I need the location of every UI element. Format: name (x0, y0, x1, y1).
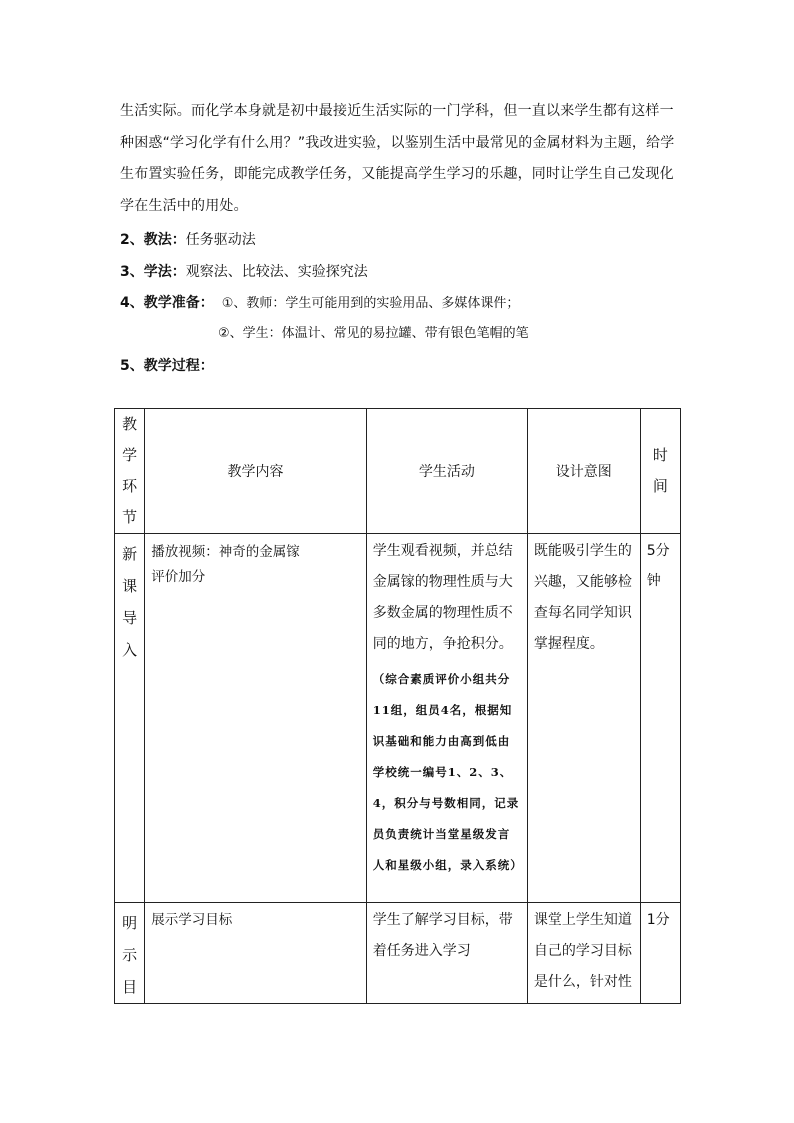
student-cell (366, 903, 527, 1004)
header-time (640, 409, 680, 534)
stage-label: 新课导入 (122, 545, 138, 659)
preparation-label: 4、教学准备： (120, 295, 214, 311)
table-header-row (115, 409, 681, 534)
preparation-line (120, 292, 519, 312)
student-text: 学生观看视频，并总结金属镓的物理性质与大多数金属的物理性质不同的地方，争抢积分。 (372, 543, 513, 652)
learning-method-value: 观察法、比较法、实验探究法 (185, 264, 368, 280)
preparation-student: ②、学生：体温计、常见的易拉罐、带有银色笔帽的笔 (218, 326, 529, 341)
header-design (527, 409, 640, 534)
design-text: 课堂上学生知道自己的学习目标是什么，针对性 (533, 912, 632, 990)
process-label: 5、教学过程： (120, 358, 214, 374)
header-student (366, 409, 527, 534)
design-text: 既能吸引学生的兴趣，又能够检查每名同学知识掌握程度。 (533, 543, 632, 652)
student-note: （综合素质评价小组共分11组，组员4名，根据知识基础和能力由高到低由学校统一编号1、2、3、4，积分与号数相同，记录员负责统计当堂星级发言人和星级小组，录入系统） (372, 672, 523, 872)
student-cell (366, 534, 527, 903)
intro-paragraph: 生活实际。而化学本身就是初中最接近生活实际的一门学科，但一直以来学生都有这样一种困惑“学习化学有什么用？”我改进实验，以鉴别生活中最常见的金属材料为主题，给学生布置实验任务，即能完成教学任务，又能提高学生学习的乐趣，同时让学生自己发现化学在生活中的用处。 (120, 103, 675, 214)
header-time-label: 时间 (652, 446, 668, 495)
header-content-label: 教学内容 (227, 464, 284, 480)
content-text: 展示学习目标 (151, 912, 233, 928)
stage-cell (115, 903, 145, 1004)
learning-method-line (120, 261, 368, 281)
stage-label: 明示目 (122, 914, 138, 996)
teaching-method-line (120, 229, 256, 249)
lesson-process-table (114, 408, 681, 1004)
teaching-method-value: 任务驱动法 (185, 232, 256, 248)
design-cell (527, 534, 640, 903)
header-content (145, 409, 367, 534)
header-design-label: 设计意图 (555, 464, 612, 480)
header-student-label: 学生活动 (418, 464, 475, 480)
table-row (115, 534, 681, 903)
time-text: 1分 (646, 912, 670, 928)
teaching-method-label: 2、教法： (120, 232, 186, 248)
content-cell (145, 903, 367, 1004)
student-text: 学生了解学习目标，带着任务进入学习 (372, 912, 513, 959)
header-stage-label: 教学环节 (122, 415, 138, 526)
header-stage (115, 409, 145, 534)
time-cell (640, 534, 680, 903)
time-cell (640, 903, 680, 1004)
preparation-teacher: ①、教师：学生可能用到的实验用品、多媒体课件； (221, 296, 520, 311)
content-cell (145, 534, 367, 903)
table-row (115, 903, 681, 1004)
learning-method-label: 3、学法： (120, 264, 186, 280)
content-text: 播放视频：神奇的金属镓 评价加分 (151, 544, 300, 585)
stage-cell (115, 534, 145, 903)
design-cell (527, 903, 640, 1004)
time-text: 5分钟 (646, 543, 670, 589)
